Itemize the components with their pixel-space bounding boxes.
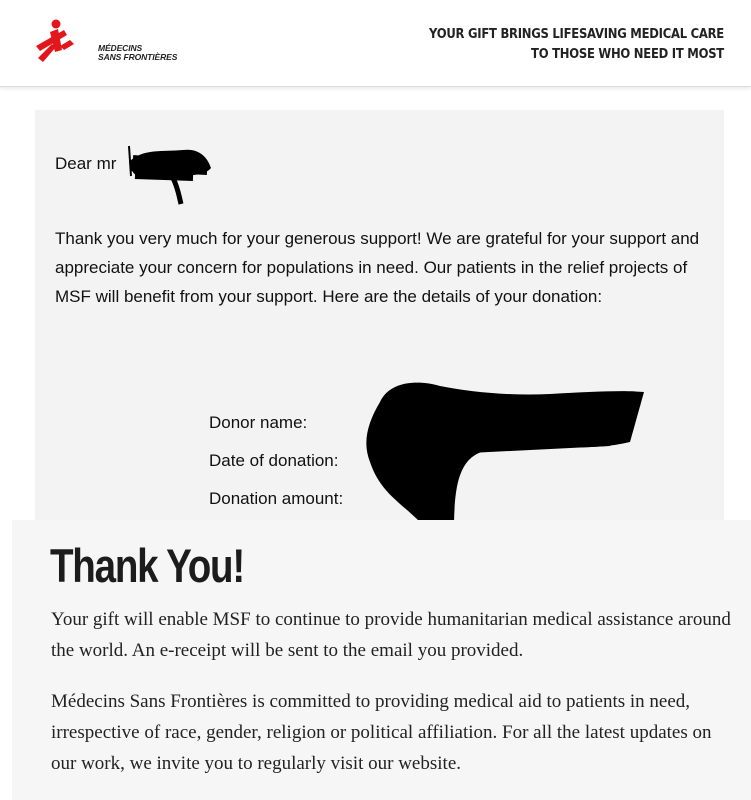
thank-you-panel <box>12 520 751 800</box>
thank-you-paragraph-1: Your gift will enable MSF to continue to provide humanitarian medical assistance around the world. An e-receipt will be sent to the email you provided. <box>51 609 731 661</box>
donation-date-label: Date of donation: <box>209 451 339 470</box>
logo-wordmark <box>98 44 177 62</box>
thank-you-paragraph-2: Médecins Sans Frontières is committed to providing medical aid to patients in need, irrespective of race, gender, religion or political affiliation. For all the latest updates on our work, we invite you to regularly visit our website. <box>51 691 712 774</box>
logo-line-1: MÉDECINS <box>98 43 143 53</box>
msf-logo[interactable] <box>34 16 178 66</box>
donation-amount-label: Donation amount: <box>209 489 344 508</box>
thank-you-heading: Thank You! <box>50 539 244 592</box>
site-header <box>0 0 751 87</box>
donor-name-label: Donor name: <box>209 413 308 432</box>
redaction-scribble-icon <box>123 138 218 210</box>
header-tagline <box>429 24 724 64</box>
tagline-line-1: YOUR GIFT BRINGS LIFESAVING MEDICAL CARE <box>429 26 724 42</box>
logo-line-2: SANS FRONTIÈRES <box>98 52 178 62</box>
intro-paragraph: Thank you very much for your generous support! We are grateful for your support and appreciate your concern for populations in need. Our patients in the relief projects of MSF will benefit from your support. Here are the details of your donation: <box>55 229 700 306</box>
greeting: Dear mr <box>55 154 117 173</box>
redaction-scribble-icon <box>360 372 650 542</box>
donation-letter <box>35 110 724 522</box>
donation-details <box>209 410 343 524</box>
tagline-line-2: TO THOSE WHO NEED IT MOST <box>531 46 724 62</box>
